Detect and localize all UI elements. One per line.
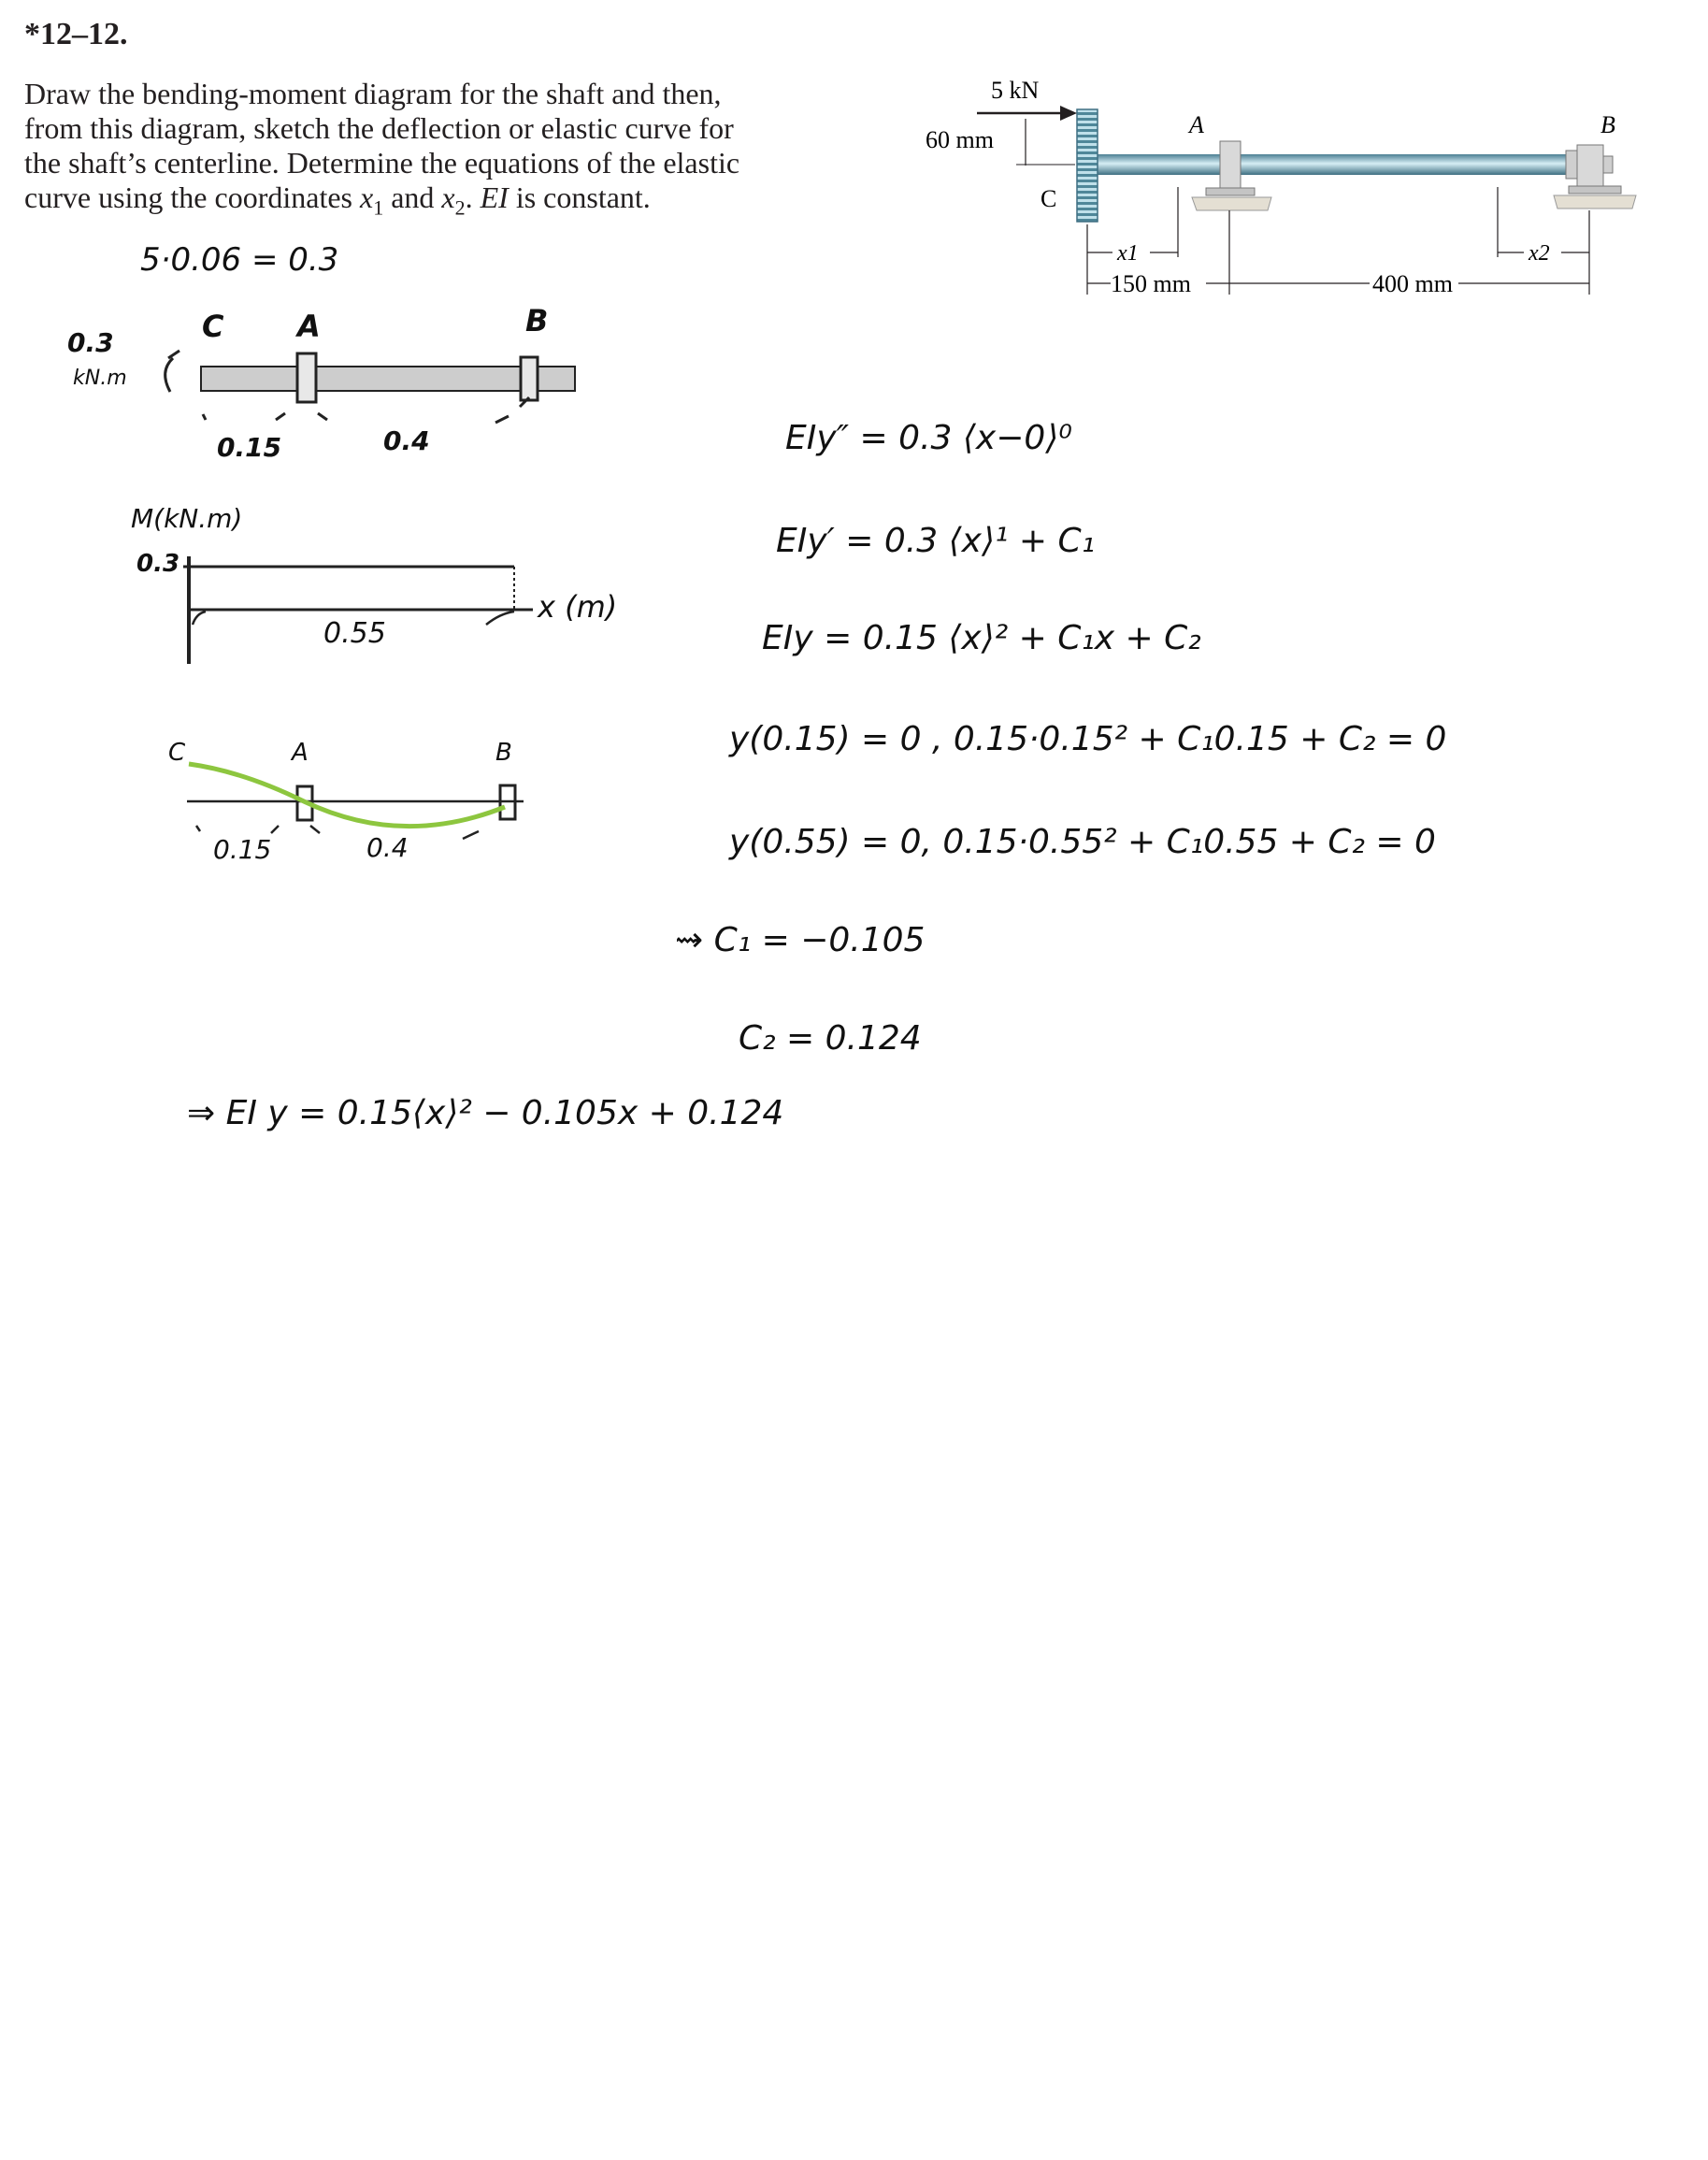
equation-4: y(0.15) = 0 , 0.15·0.15² + C₁0.15 + C₂ = 0 [729, 720, 1447, 758]
ei-term: EI [480, 180, 509, 214]
fbd-span-1: 0.15 [217, 432, 282, 463]
coord-x1-sub: 1 [373, 195, 384, 220]
fbd-moment-value: 0.3 [67, 327, 114, 358]
statement-and: and [383, 180, 442, 214]
dim-150-label: 150 mm [1111, 270, 1191, 297]
fbd-dimension-ticks [203, 397, 529, 423]
shaft-figure [926, 70, 1664, 313]
curve-label-b: B [495, 739, 512, 767]
coord-x2-label: x2 [1529, 241, 1550, 266]
dim-400-label: 400 mm [1372, 270, 1453, 297]
equation-3: EIy = 0.15 ⟨x⟩² + C₁x + C₂ [762, 619, 1201, 657]
equation-2: EIy′ = 0.3 ⟨x⟩¹ + C₁ [776, 522, 1096, 560]
fbd-moment-arrowhead [168, 351, 179, 358]
equation-7: C₂ = 0.124 [739, 1019, 922, 1058]
moment-xlabel: x (m) [538, 589, 618, 625]
gear-c [1077, 109, 1098, 222]
coord-x1: x [360, 180, 374, 214]
shaft [1089, 154, 1585, 175]
statement-ei-sep: . [465, 180, 481, 214]
length-tick-left [193, 612, 206, 625]
statement-text: Draw the bending-moment diagram for the shaft and then, from this diagram, sketch the deflection or elastic curve for the shaft’s centerline. Determine the equations of the elastic curve using the coordinates [24, 77, 740, 214]
fbd-shaft [201, 367, 575, 391]
moment-value-label: 0.3 [136, 550, 180, 578]
fbd-label-a: A [297, 309, 321, 344]
elastic-curve [189, 764, 505, 827]
equation-5: y(0.55) = 0, 0.15·0.55² + C₁0.55 + C₂ = 0 [729, 823, 1436, 861]
fbd-moment-unit: kN.m [73, 367, 127, 390]
fbd-moment-arc [165, 358, 173, 392]
moment-ylabel: M(kN.m) [131, 503, 243, 534]
problem-number: *12–12. [24, 17, 128, 51]
arm-label: 60 mm [926, 126, 994, 153]
length-tick-right [486, 612, 514, 625]
moment-calculation: 5·0.06 = 0.3 [140, 241, 339, 279]
curve-span-1: 0.15 [213, 834, 272, 865]
fbd-bearing-a [297, 353, 316, 402]
curve-label-a: A [292, 739, 309, 767]
fbd-span-2: 0.4 [383, 425, 430, 456]
statement-end: is constant. [508, 180, 651, 214]
equation-6: ⇝ C₁ = −0.105 [675, 921, 926, 959]
label-c: C [1041, 185, 1057, 212]
coord-x2-sub: 2 [454, 195, 466, 220]
label-a: A [1189, 111, 1204, 138]
load-arrow [977, 106, 1077, 121]
bearing-a [1192, 141, 1271, 210]
problem-statement [24, 77, 772, 224]
label-b: B [1600, 111, 1615, 138]
fbd-label-c: C [202, 309, 224, 344]
curve-span-2: 0.4 [366, 832, 409, 863]
bearing-b [1554, 145, 1636, 209]
equation-1: EIy″ = 0.3 ⟨x−0⟩⁰ [785, 419, 1072, 457]
load-label: 5 kN [991, 77, 1040, 104]
coord-x1-label: x1 [1117, 241, 1139, 266]
moment-length-label: 0.55 [323, 617, 386, 650]
moment-diagram [178, 552, 570, 673]
coord-x2: x [441, 180, 455, 214]
curve-label-c: C [168, 739, 186, 767]
equation-8: ⇒ EI y = 0.15⟨x⟩² − 0.105x + 0.124 [187, 1094, 784, 1132]
fbd-bearing-b [521, 357, 538, 400]
fbd-label-b: B [525, 303, 549, 338]
